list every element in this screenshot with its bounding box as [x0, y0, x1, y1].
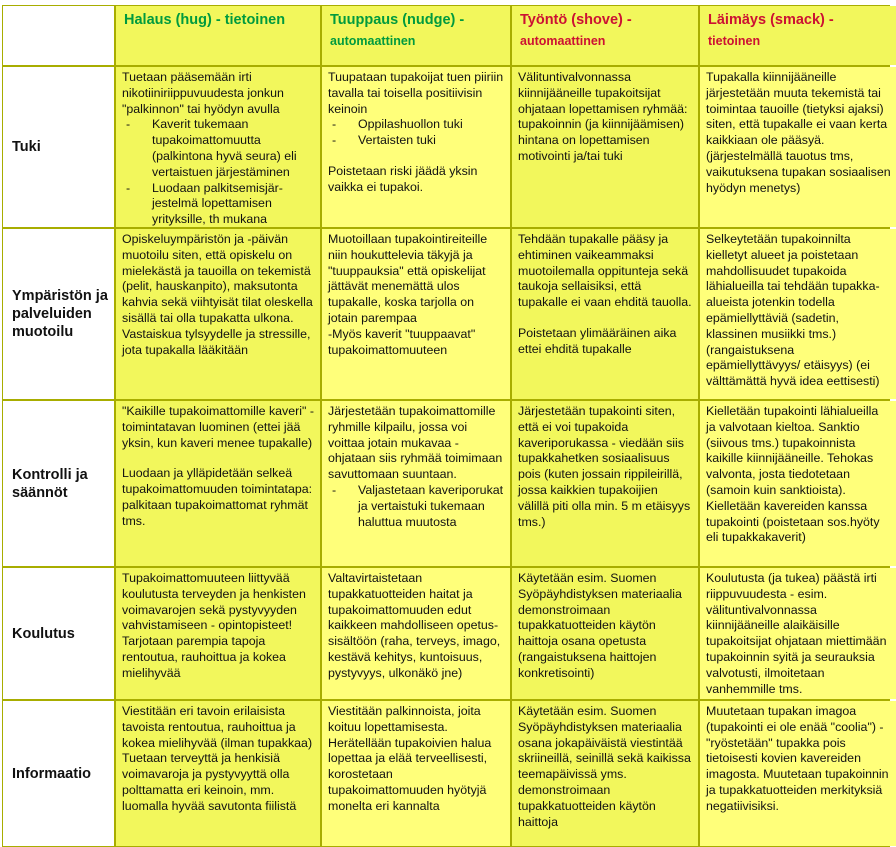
table-cell	[116, 401, 320, 566]
cell-text: Selkeytetään tupakoinnilta kielletyt alueet ja poistetaan mahdollisuudet tupakoida lähialueilla tai tehdään tupakka-alueista jotenkin todella epämiellyttäviä (sadetin, klassinen musiikki tms.) (rangaistuksena epämiellyttävyys/ etäisyys) (ei välttämättä hyvä idea eettisesti)	[706, 232, 880, 389]
corner-cell	[3, 6, 114, 65]
table-cell	[322, 568, 510, 699]
table-cell	[512, 701, 698, 846]
table-cell	[322, 67, 510, 227]
cell-text: Järjestetään tupakoimattomille ryhmille kilpailu, jossa voi voittaa jotain mukavaa - ohjataan siis ryhmää toimimaan savuttomaan suuntaan.	[328, 404, 503, 482]
cell-bullet: - Vertaisten tuki	[358, 133, 504, 149]
cell-bullet: - Valjastetaan kaveriporukat ja vertaistuki tukemaan haluttua muutosta	[358, 483, 504, 530]
cell-text-after: Poistetaan riski jäädä yksin vaikka ei tupakoi.	[328, 163, 478, 194]
table-cell	[700, 701, 896, 846]
table-cell	[512, 401, 698, 566]
header-nudge-title: Tuuppaus (nudge) -	[330, 12, 465, 28]
header-shove-sub: automaattinen	[520, 34, 606, 48]
table-cell	[116, 568, 320, 699]
table-cell	[512, 568, 698, 699]
cell-text: Tupakalla kiinnijääneille järjestetään muuta tekemistä tai toimintaa tauoille (tietyksi ajaksi) siten, että tupakalle ei vaan kerta kaikkiaan ole pääsyä. (järjestelmällä tauotus tms, vaikutuksena tupakan sosiaalisen hyödyn menetys)	[706, 70, 891, 195]
cell-text: Muotoillaan tupakointireiteille niin houkuttelevia täkyjä ja "tuuppauksia" että opiskelijat jättävät menemättä ulos tupakalle, koska tarjolla on jotain parempaa -Myös kaverit "tuuppaavat" tupakoimattomuuteen	[328, 232, 488, 357]
table-cell	[512, 67, 698, 227]
cell-bullet: - Oppilashuollon tuki	[358, 117, 504, 133]
table-cell	[116, 701, 320, 846]
cell-bullet: - Luodaan palkitsemisjär-jestelmä lopettamisen yrityksille, th mukana	[152, 181, 314, 227]
cell-text: Tupakoimattomuuteen liittyvää koulutusta terveyden ja henkisten voimavarojen sekä pystyvyyden vahvistamiseen - opintopisteet! Tarjotaan parempia tapoja rentoutua, rauhoittua ja kokea mielihyvää	[122, 571, 306, 680]
cell-text: Opiskeluympäristön ja -päivän muotoilu siten, että opiskelu on mielekästä ja tauoilla on tekemistä (pelit, hauskanpito), maksutonta kahvia sekä viihtyisät tilat oleskella sisällä tai olla tupakatta ulkona. Vastaiskua tylsyydelle ja stressille, jota tupakalla lääkitään	[122, 232, 313, 357]
header-hug	[116, 6, 320, 65]
cell-text: Tehdään tupakalle pääsy ja ehtiminen vaikeammaksi muotoilemalla oppitunteja sekä taukoja sellaisiksi, että tupakalle ei vaan ehditä tauolla.	[518, 232, 692, 310]
cell-text: Tuetaan pääsemään irti nikotiiniriippuvuudesta jonkun "palkinnon" tai hyödyn avulla	[122, 70, 284, 116]
cell-text: Käytetään esim. Suomen Syöpäyhdistyksen materiaalia osana jokapäiväistä viestintää skriineillä, seinillä sekä kaikissa teemapäivissä yms. demonstroimaan tupakkatuotteiden käytön haittoja	[518, 704, 691, 829]
table-cell	[700, 229, 896, 399]
cell-bullet-list	[328, 117, 504, 149]
header-nudge-sub: automaattinen	[330, 34, 416, 48]
row-label: Ympäristön ja palveluiden muotoilu	[3, 229, 114, 399]
cell-bullet-list	[122, 117, 314, 227]
row-label: Tuki	[3, 67, 114, 227]
header-smack	[700, 6, 896, 65]
row-label: Informaatio	[3, 701, 114, 846]
header-hug-title: Halaus (hug) - tietoinen	[124, 12, 286, 28]
row-label: Koulutus	[3, 568, 114, 699]
cell-text: Käytetään esim. Suomen Syöpäyhdistyksen materiaalia demonstroimaan tupakkatuotteiden käytön haittoja osana opetusta (rangaistuksena haittojen konkretisointi)	[518, 571, 682, 680]
table-cell	[322, 401, 510, 566]
cell-text: Järjestetään tupakointi siten, että ei voi tupakoida kaveriporukassa - viedään siis tupakkahetken sosiaalisuus pois (kuten jossain rippileirillä, jossa kaikkien tupakoijien välillä piti olla min. 5 m etäisyys tms.)	[518, 404, 691, 529]
cell-text: "Kaikille tupakoimattomille kaveri" -toimintatavan luominen (ettei jää yksin, kun kaveri menee tupakalle)	[122, 404, 314, 450]
cell-text: Valtavirtaistetaan tupakkatuotteiden haitat ja tupakoimattomuuden edut kaikkeen mahdolliseen opetus-sisältöön (raha, terveys, imago, kestävä kehitys, kuntoisuus, pystyvyys, ulkonäkö jne)	[328, 571, 501, 680]
table-cell	[700, 401, 896, 566]
cell-text-after: Poistetaan ylimääräinen aika ettei ehditä tupakalle	[518, 325, 677, 356]
table-cell	[322, 701, 510, 846]
cell-bullet: - Kaverit tukemaan tupakoimattomuutta (palkintona hyvä seura) eli vertaistuen järjestäminen	[152, 117, 314, 180]
table-cell	[322, 229, 510, 399]
header-nudge	[322, 6, 510, 65]
table-cell	[116, 229, 320, 399]
cell-text: Viestitään eri tavoin erilaisista tavoista rentoutua, rauhoittua ja kokea mielihyvää (ilman tupakkaa) Tuetaan terveyttä ja henkisiä voimavaroja ja pystyvyyttä olla polttamatta eri keinoin, mm. luomalla hyvää savutonta fiilistä	[122, 704, 313, 813]
strategy-table	[2, 5, 890, 847]
table-cell	[512, 229, 698, 399]
cell-text: Välituntivalvonnassa kiinnijääneille tupakoitsijat ohjataan lopettamisen ryhmää: tupakoinnin (ja kiinnijäämisen) hintana on lopettamisen motivointi ja/tai tuki	[518, 70, 688, 163]
cell-text: Tuupataan tupakoijat tuen piiriin tavalla tai toisella positiivisin keinoin	[328, 70, 504, 116]
cell-text-after: Luodaan ja ylläpidetään selkeä tupakoimattomuuden toimintatapa: palkitaan tupakoimattomat ryhmät tms.	[122, 466, 313, 528]
cell-text: Koulutusta (ja tukea) päästä irti riippuvuudesta - esim. välituntivalvonnassa kiinnijääneille alaikäisille tupakoitsijat ohjataan miettimään tupakoinnin syitä ja seurauksia valvotusti, ilmoitetaan vanhemmille tms.	[706, 571, 887, 696]
header-smack-sub: tietoinen	[708, 34, 761, 48]
table-cell	[700, 67, 896, 227]
table-cell	[700, 568, 896, 699]
cell-text: Muutetaan tupakan imagoa (tupakointi ei ole enää "coolia") - "ryöstetään" tupakka pois tietoisesti kovien kavereiden imagosta. Muutetaan tupakoinnin ja tupakkatuotteiden merkityksiä negatiivisiksi.	[706, 704, 889, 813]
cell-text: Viestitään palkinnoista, joita koituu lopettamisesta. Herätellään tupakoivien halua lopettaa ja elää terveellisesti, korostetaan tupakoimattomuuden hyötyjä monelta eri kannalta	[328, 704, 492, 813]
table-cell	[116, 67, 320, 227]
header-smack-title: Läimäys (smack) -	[708, 12, 834, 28]
header-shove-title: Työntö (shove) -	[520, 12, 632, 28]
cell-bullet-list	[328, 483, 504, 530]
row-label: Kontrolli ja säännöt	[3, 401, 114, 566]
cell-text: Kielletään tupakointi lähialueilla ja valvotaan kieltoa. Sanktio (siivous tms.) tupakoinnista kaikille kiinnijääneille. Tehokas valvonta, josta tiedotetaan (samoin kuin sanktioista). Kielletään kavereiden kanssa tupakointi (poistetaan sos.hyöty eli tupakkakaverit)	[706, 404, 880, 545]
header-shove	[512, 6, 698, 65]
